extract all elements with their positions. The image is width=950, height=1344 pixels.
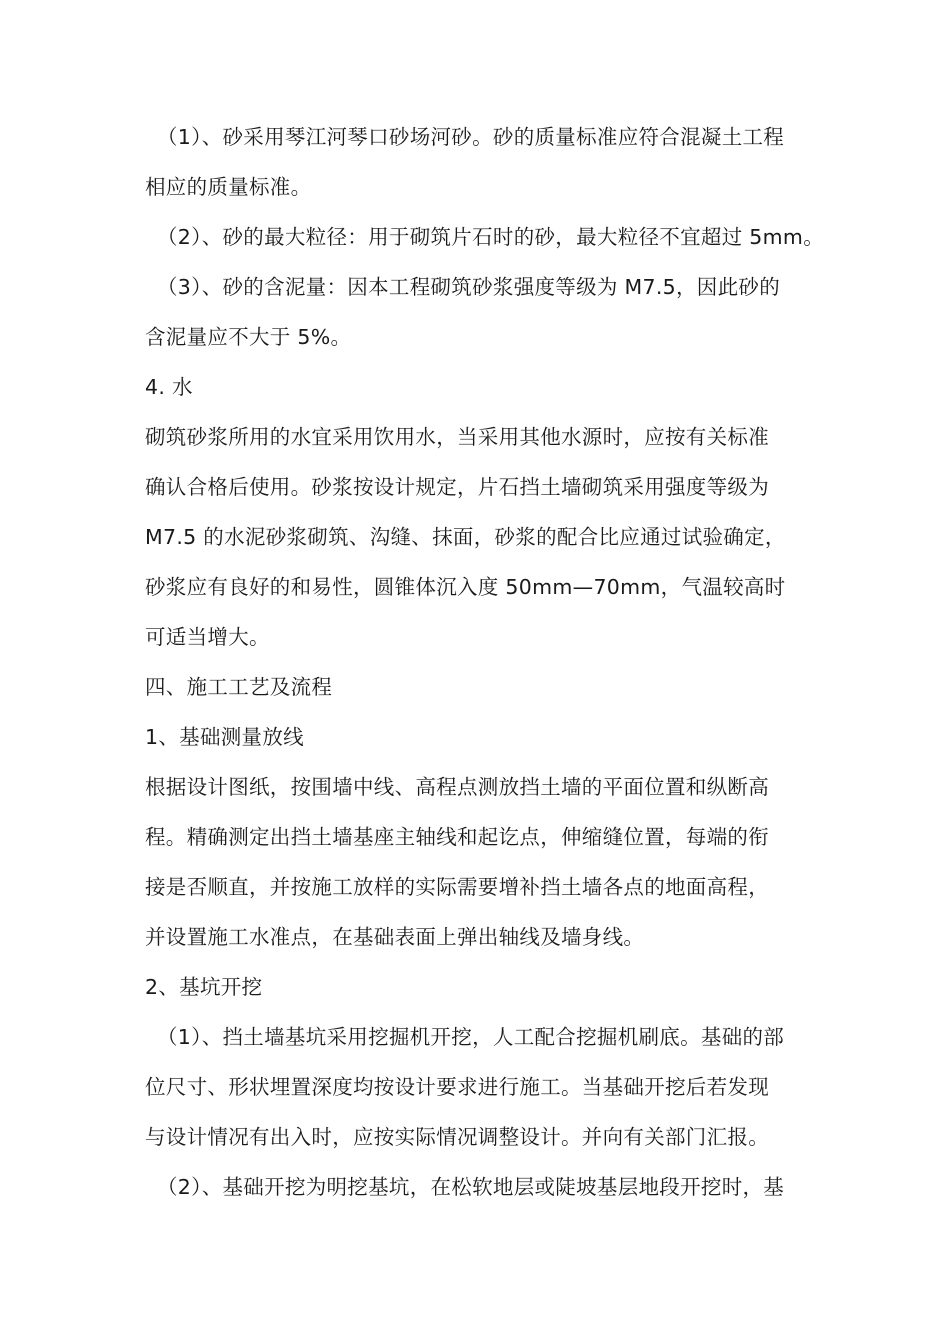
paragraph-line: M7.5 的水泥砂浆砌筑、沟缝、抹面，砂浆的配合比应通过试验确定， [145, 525, 786, 549]
subsection-heading: 1、基础测量放线 [145, 725, 304, 749]
paragraph-line: （1）、挡土墙基坑采用挖掘机开挖，人工配合挖掘机刷底。基础的部 [157, 1025, 785, 1049]
paragraph-line: 接是否顺直，并按施工放样的实际需要增补挡土墙各点的地面高程， [145, 875, 769, 899]
paragraph-line: （2）、砂的最大粒径：用于砌筑片石时的砂，最大粒径不宜超过 5mm。 [157, 225, 824, 249]
paragraph-line: （3）、砂的含泥量：因本工程砌筑砂浆强度等级为 M7.5，因此砂的 [157, 275, 780, 299]
section-heading: 四、施工工艺及流程 [145, 675, 333, 699]
paragraph-line: 位尺寸、形状埋置深度均按设计要求进行施工。当基础开挖后若发现 [145, 1075, 769, 1099]
paragraph-line: 确认合格后使用。砂浆按设计规定，片石挡土墙砌筑采用强度等级为 [145, 475, 769, 499]
paragraph-line: 根据设计图纸，按围墙中线、高程点测放挡土墙的平面位置和纵断高 [145, 775, 769, 799]
paragraph-line: （2）、基础开挖为明挖基坑，在松软地层或陡坡基层地段开挖时，基 [157, 1175, 785, 1199]
paragraph-line: 砌筑砂浆所用的水宜采用饮用水，当采用其他水源时，应按有关标准 [145, 425, 769, 449]
subsection-heading: 2、基坑开挖 [145, 975, 263, 999]
paragraph-line: 含泥量应不大于 5%。 [145, 325, 352, 349]
paragraph-line: 可适当增大。 [145, 625, 270, 649]
paragraph-line: 程。精确测定出挡土墙基座主轴线和起讫点，伸缩缝位置，每端的衔 [145, 825, 769, 849]
paragraph-line: 与设计情况有出入时，应按实际情况调整设计。并向有关部门汇报。 [145, 1125, 769, 1149]
paragraph-line: 相应的质量标准。 [145, 175, 312, 199]
paragraph-line: 砂浆应有良好的和易性，圆锥体沉入度 50mm—70mm，气温较高时 [145, 575, 786, 599]
paragraph-line: 并设置施工水准点，在基础表面上弹出轴线及墙身线。 [145, 925, 645, 949]
section-heading: 4. 水 [145, 375, 193, 399]
paragraph-line: （1）、砂采用琴江河琴口砂场河砂。砂的质量标准应符合混凝土工程 [157, 125, 785, 149]
document-body [145, 112, 824, 1212]
